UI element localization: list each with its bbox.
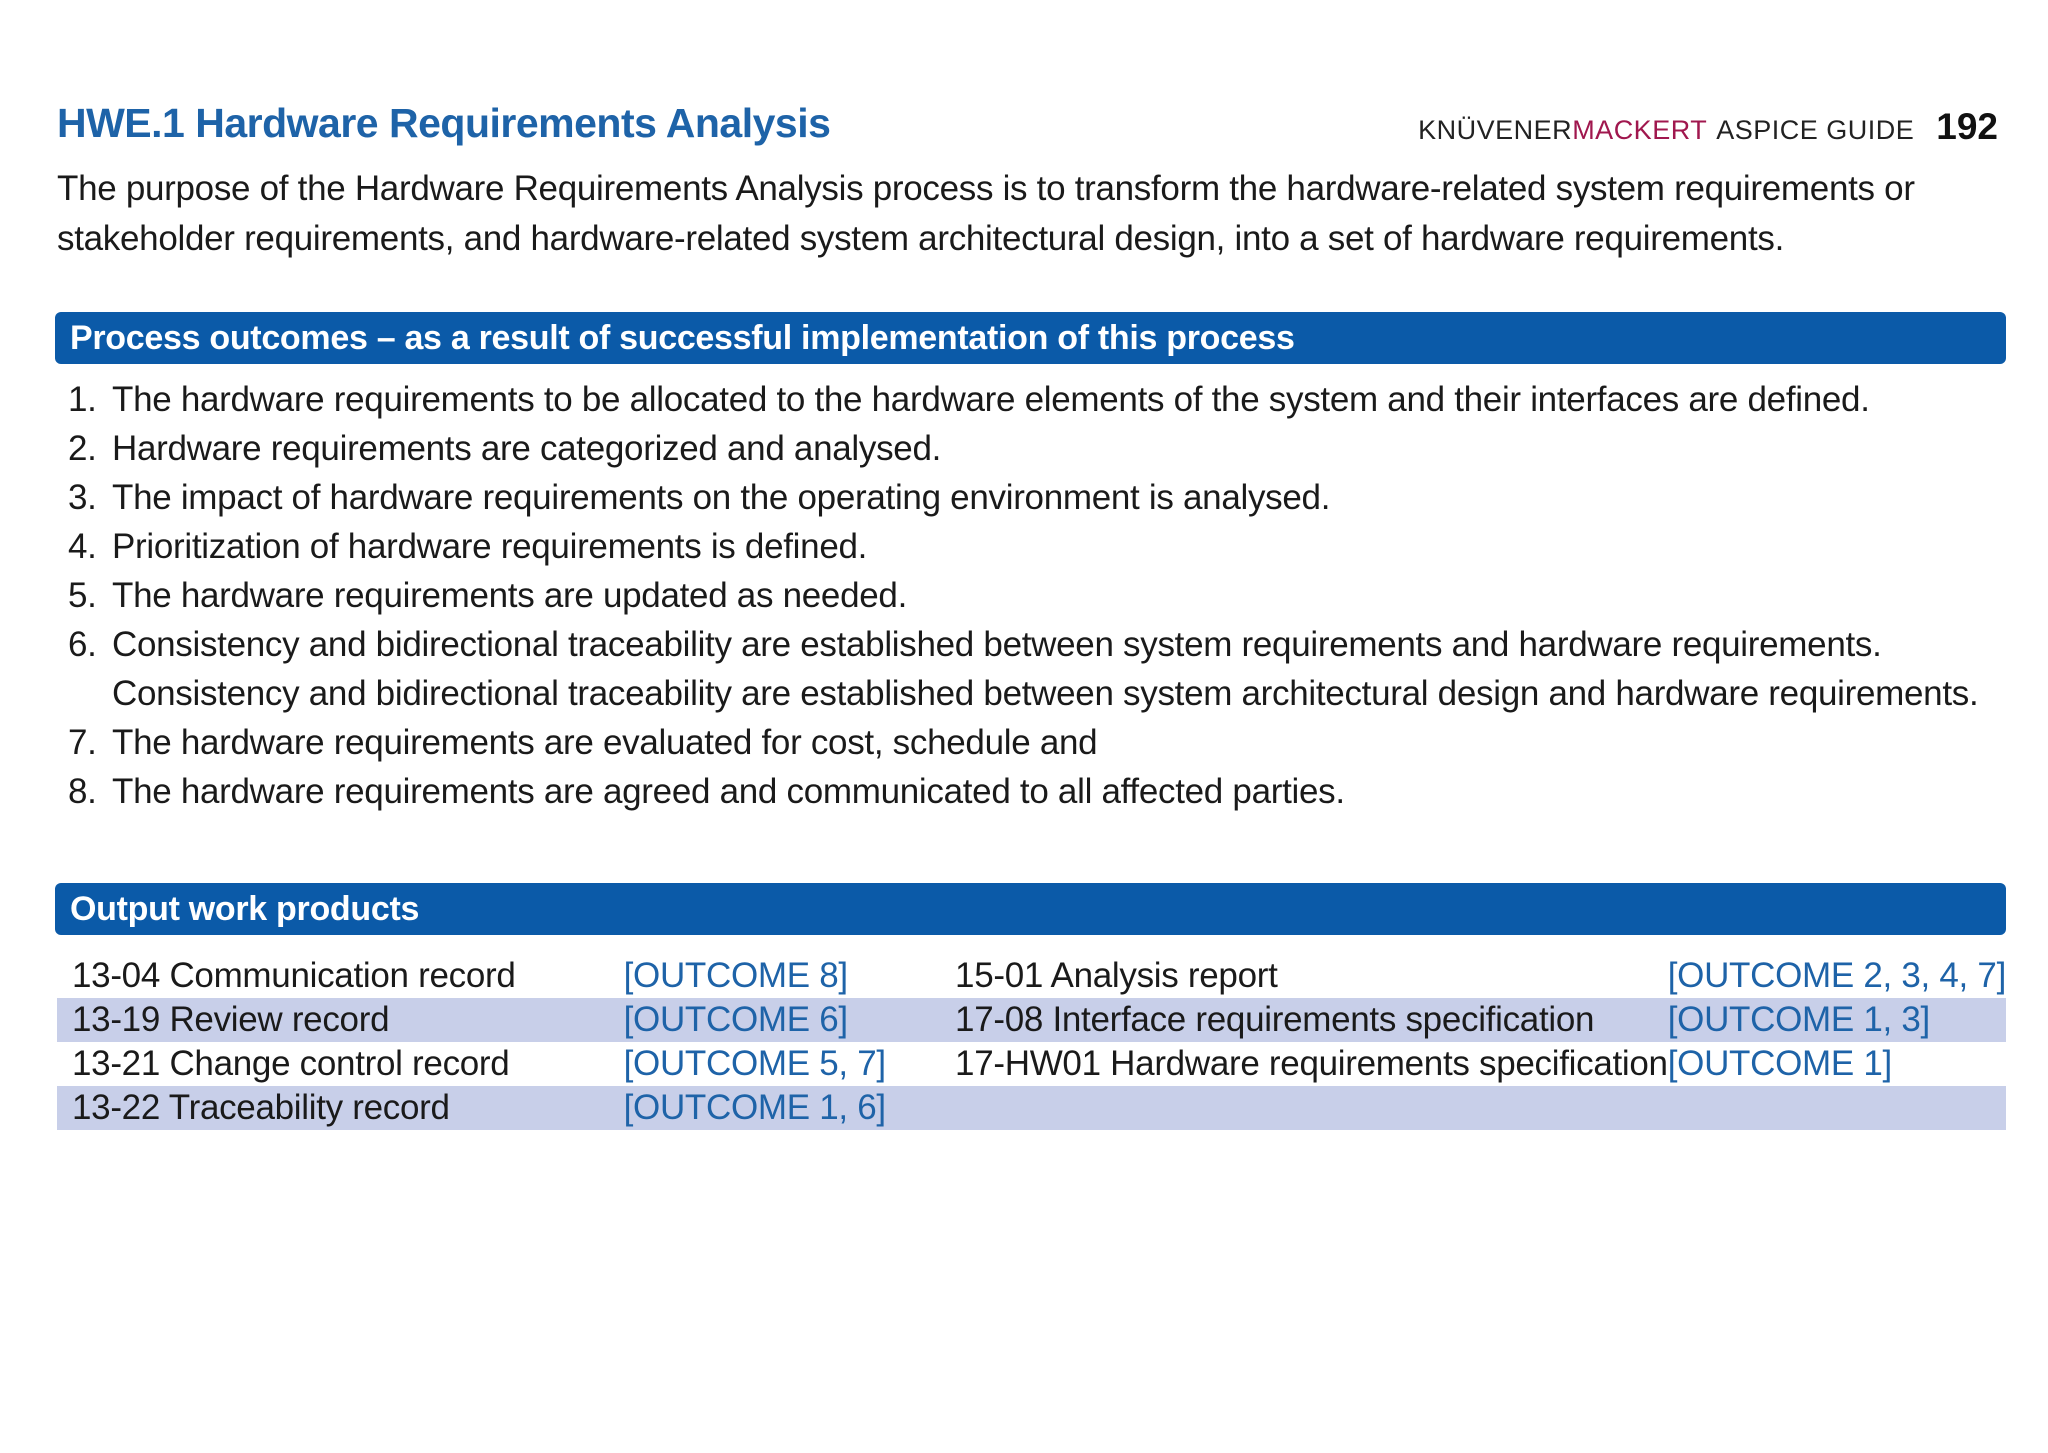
outcome-text: The impact of hardware requirements on the operating environment is analysed.	[112, 478, 1331, 517]
list-item	[68, 473, 2008, 522]
outcome-text: Hardware requirements are categorized and analysed.	[112, 429, 942, 468]
brand-guide-label: ASPICE GUIDE	[1716, 115, 1915, 145]
outcome-text: The hardware requirements to be allocated to the hardware elements of the system and their interfaces are defined.	[112, 380, 1870, 419]
work-product-name: 13-19 Review record	[57, 998, 624, 1042]
list-item	[68, 522, 2008, 571]
outcome-reference: [OUTCOME 1]	[1667, 1044, 1892, 1083]
list-item	[68, 375, 2008, 424]
table-row	[57, 998, 2006, 1042]
outcome-number: 2.	[68, 429, 97, 468]
outcome-text: Prioritization of hardware requirements is defined.	[112, 527, 868, 566]
outcome-number: 7.	[68, 723, 97, 762]
outcome-text: The hardware requirements are evaluated for cost, schedule and	[112, 723, 1098, 762]
work-product-name: 17-HW01 Hardware requirements specification	[955, 1044, 1668, 1083]
purpose-text: The purpose of the Hardware Requirements Analysis process is to transform the hardware-related system requirements or stakeholder requirements, and hardware-related system architectural design, into a set of hardware requirements.	[57, 169, 1915, 258]
outcome-number: 4.	[68, 527, 97, 566]
list-item	[68, 718, 2008, 767]
brand-header	[1418, 106, 1998, 148]
process-outcomes-heading: Process outcomes – as a result of successful implementation of this process	[55, 312, 2006, 364]
work-product-name: 17-08 Interface requirements specification	[955, 998, 1668, 1042]
output-work-products-heading: Output work products	[55, 883, 2006, 935]
table-row	[57, 1042, 2006, 1086]
outcomes-list	[68, 375, 2008, 816]
outcome-number: 3.	[68, 478, 97, 517]
outcome-number: 6.	[68, 625, 97, 664]
list-item	[68, 424, 2008, 473]
table-row	[57, 1086, 2006, 1130]
outcome-reference: [OUTCOME 8]	[623, 956, 848, 995]
outcome-text: The hardware requirements are updated as needed.	[112, 576, 908, 615]
list-item	[68, 571, 2008, 620]
brand-name-part1: KNÜVENER	[1418, 115, 1573, 145]
list-item	[68, 620, 2008, 718]
table-row	[57, 954, 2006, 998]
work-product-name	[955, 1086, 1668, 1130]
outcome-reference: [OUTCOME 1, 3]	[1668, 998, 2006, 1042]
outcome-number: 5.	[68, 576, 97, 615]
outcome-reference: [OUTCOME 5, 7]	[623, 1044, 886, 1083]
outcome-number: 1.	[68, 380, 97, 419]
work-product-name: 13-04 Communication record	[72, 956, 516, 995]
outcome-reference	[1668, 1086, 2006, 1130]
outcome-reference: [OUTCOME 6]	[624, 998, 955, 1042]
page-number: 192	[1936, 106, 1998, 147]
work-product-name: 13-22 Traceability record	[57, 1086, 624, 1130]
work-product-name: 15-01 Analysis report	[955, 956, 1278, 995]
list-item	[68, 767, 2008, 816]
outcome-reference: [OUTCOME 1, 6]	[624, 1086, 955, 1130]
outcome-text: Consistency and bidirectional traceability are established between system requirements and hardware requirements. Consistency and bidirectional traceability are established between system architectural design and hardware requirements.	[112, 625, 1979, 713]
work-products-table	[57, 954, 2006, 1130]
brand-name-part2: MACKERT	[1572, 115, 1708, 145]
outcome-number: 8.	[68, 772, 97, 811]
page-title: HWE.1 Hardware Requirements Analysis	[57, 100, 831, 146]
work-product-name: 13-21 Change control record	[72, 1044, 510, 1083]
outcome-reference: [OUTCOME 2, 3, 4, 7]	[1667, 956, 2006, 995]
outcome-text: The hardware requirements are agreed and communicated to all affected parties.	[112, 772, 1345, 811]
